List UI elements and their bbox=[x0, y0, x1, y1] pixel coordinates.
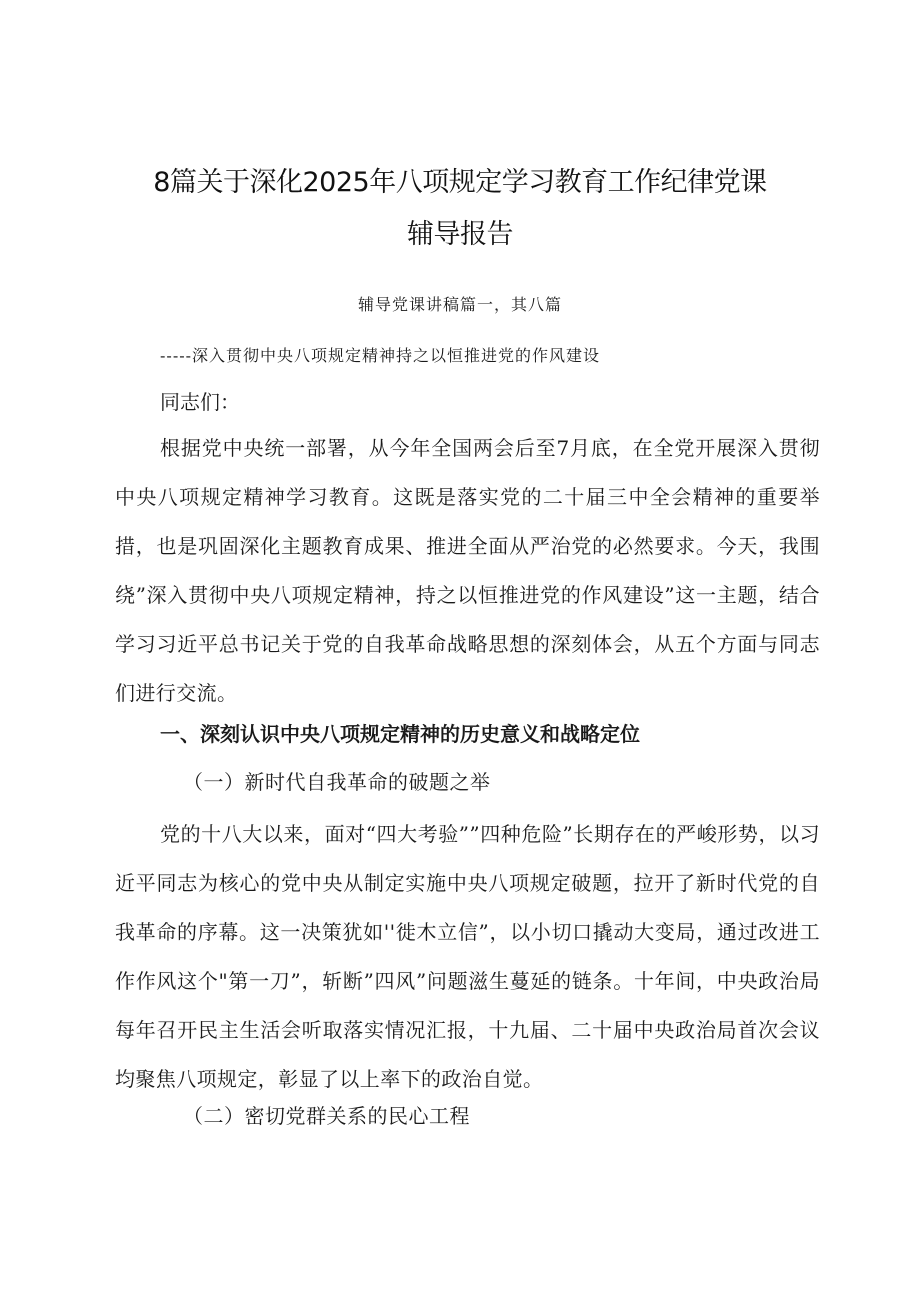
subsection2-heading: （二）密切党群关系的民心工程 bbox=[183, 1104, 470, 1128]
document-title-line2: 辅导报告 bbox=[407, 219, 513, 250]
intro-paragraph: 根据党中央统一部署，从今年全国两会后至7月底，在全党开展深入贯彻中央八项规定精神学习教育。这既是落实党的二十届三中全会精神的重要举措，也是巩固深化主题教育成果、推进全面从严治党的必然要求。今天，我围绕”深入贯彻中央八项规定精神，持之以恒推进党的作风建设”这一主题，结合学习习近平总书记关于党的自我革命战略思想的深刻体会，从五个方面与同志们进行交流。 bbox=[115, 436, 820, 705]
document-theme: -----深入贯彻中央八项规定精神持之以恒推进党的作风建设 bbox=[160, 346, 601, 365]
document-subtitle: 辅导党课讲稿篇一，其八篇 bbox=[357, 295, 562, 314]
section1-heading: 一、深刻认识中央八项规定精神的历史意义和战略定位 bbox=[160, 722, 640, 746]
subsection1-paragraph: 党的十八大以来，面对“四大考验””四种危险”长期存在的严峻形势，以习近平同志为核心的党中央从制定实施中央八项规定破题，拉开了新时代党的自我革命的序幕。这一决策犹如''徙木立信”，以小切口撬动大变局，通过改进工作作风这个"第一刀”，斩断”四风”问题滋生蔓延的链条。十年间，中央政治局每年召开民主生活会听取落实情况汇报，十九届、二十届中央政治局首次会议均聚焦八项规定，彰显了以上率下的政治自觉。 bbox=[115, 822, 820, 1091]
salutation: 同志们： bbox=[160, 390, 240, 414]
subsection1-heading: （一）新时代自我革命的破题之举 bbox=[183, 770, 491, 794]
document-title-line1: 8篇关于深化2025年八项规定学习教育工作纪律党课 bbox=[153, 167, 767, 198]
